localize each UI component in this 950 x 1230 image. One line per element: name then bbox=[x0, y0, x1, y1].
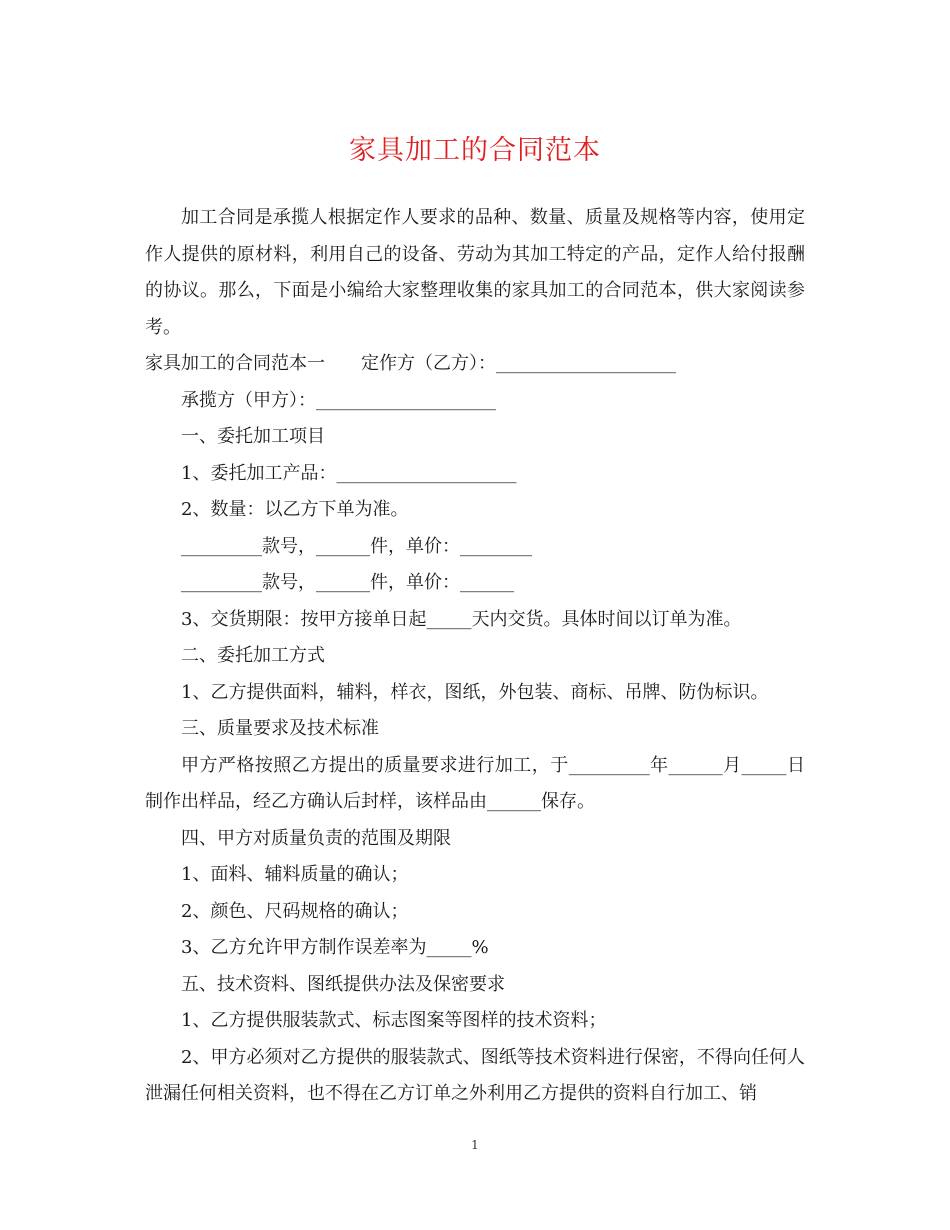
section-heading-2: 二、委托加工方式 bbox=[181, 645, 325, 666]
section-heading-4: 四、甲方对质量负责的范围及期限 bbox=[181, 827, 451, 849]
section-heading-3: 三、质量要求及技术标准 bbox=[181, 718, 379, 739]
clause-1-3: 3、交货期限：按甲方接单日起_____天内交货。具体时间以订单为准。 bbox=[181, 608, 742, 630]
clause-4-3: 3、乙方允许甲方制作误差率为_____% bbox=[181, 937, 489, 958]
clause-5-2: 2、甲方必须对乙方提供的服装款式、图纸等技术资料进行保密，不得向任何人泄漏任何相关资料，也不得在乙方订单之外利用乙方提供的资料自行加工、销 bbox=[145, 1046, 805, 1104]
party-a-line: 承揽方（甲方）：____________________ bbox=[181, 389, 496, 411]
style-line-1: _________款号，______件，单价：________ bbox=[181, 535, 532, 557]
document-body bbox=[145, 200, 805, 1113]
clause-2-1: 1、乙方提供面料，辅料，样衣，图纸，外包装、商标、吊牌、防伪标识。 bbox=[181, 681, 769, 703]
clause-4-2: 2、颜色、尺码规格的确认； bbox=[181, 900, 409, 922]
clause-1-1: 1、委托加工产品：____________________ bbox=[181, 462, 517, 484]
clause-5-1: 1、乙方提供服装款式、标志图案等图样的技术资料； bbox=[181, 1010, 607, 1031]
section-heading-5: 五、技术资料、图纸提供办法及保密要求 bbox=[181, 973, 505, 995]
document-title: 家具加工的合同范本 bbox=[349, 135, 601, 166]
clause-3-body: 甲方严格按照乙方提出的质量要求进行加工，于_________年______月_____日制作出样品，经乙方确认后封样，该样品由______保存。 bbox=[145, 754, 805, 812]
contract-heading-party-b: 家具加工的合同范本一 定作方（乙方）：____________________ bbox=[145, 353, 676, 374]
clause-1-2: 2、数量：以乙方下单为准。 bbox=[181, 499, 409, 520]
section-heading-1: 一、委托加工项目 bbox=[181, 426, 325, 447]
page-number: 1 bbox=[471, 1138, 479, 1152]
style-line-2: _________款号，______件，单价：______ bbox=[181, 572, 514, 593]
clause-4-1: 1、面料、辅料质量的确认； bbox=[181, 864, 409, 885]
intro-paragraph: 加工合同是承揽人根据定作人要求的品种、数量、质量及规格等内容，使用定作人提供的原材料，利用自己的设备、劳动为其加工特定的产品，定作人给付报酬的协议。那么，下面是小编给大家整理收集的家具加工的合同范本，供大家阅读参考。 bbox=[145, 207, 805, 338]
